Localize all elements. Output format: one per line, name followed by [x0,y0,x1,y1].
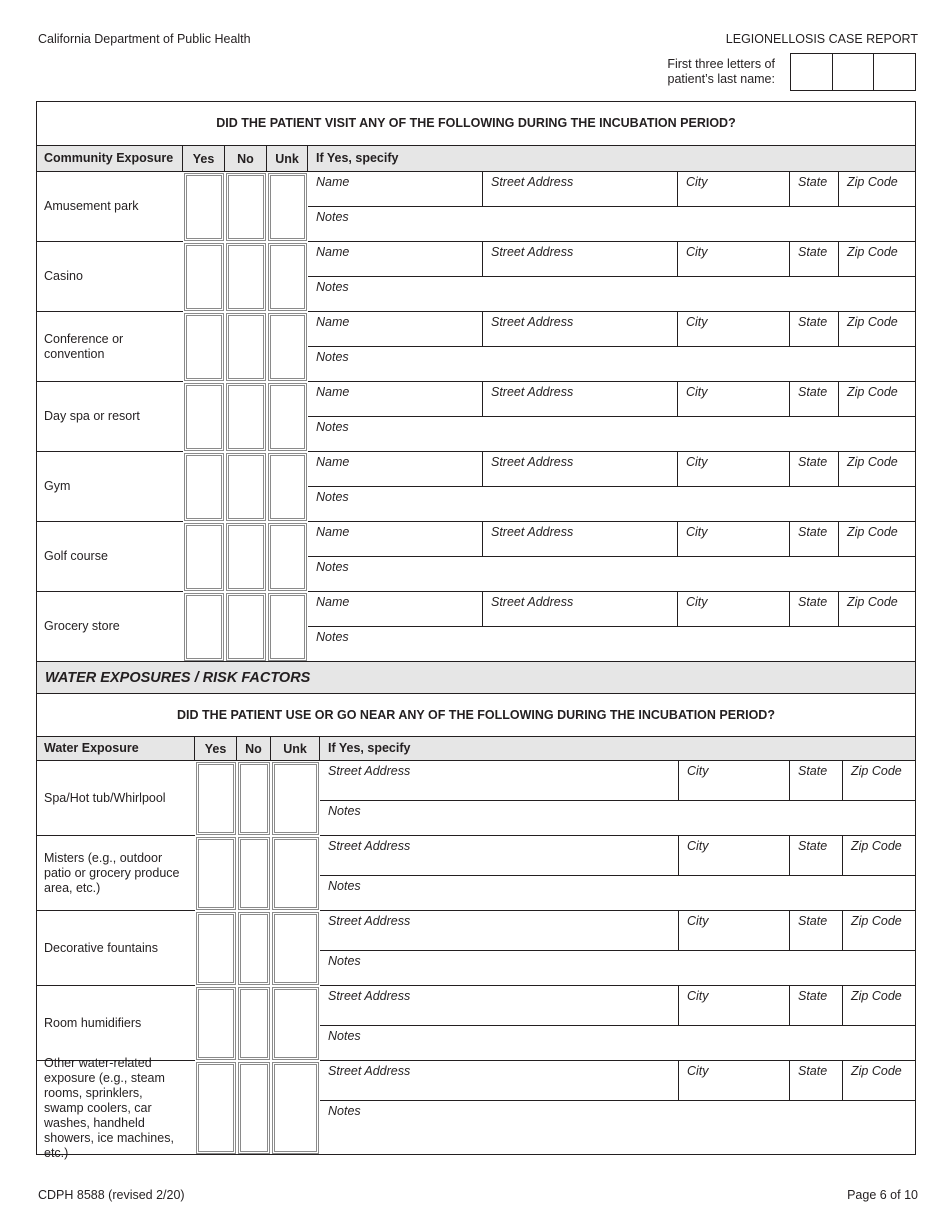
col-water-yes: Yes [195,736,237,761]
water-section-title: WATER EXPOSURES / RISK FACTORS [36,662,916,693]
water-city-field[interactable]: City [679,986,790,1026]
water-state-field[interactable]: State [790,1061,843,1101]
last-name-label: First three letters of patient’s last name: [667,57,775,86]
water-street-field[interactable]: Street Address [320,761,679,801]
community-unk-checkbox[interactable] [268,453,307,521]
water-zip-field[interactable]: Zip Code [843,761,916,801]
col-water-no: No [237,736,271,761]
water-city-field[interactable]: City [679,911,790,951]
water-no-checkbox[interactable] [238,987,270,1060]
last-name-boxes [790,53,916,91]
community-notes-field[interactable]: Notes [316,630,349,644]
water-row-label: Misters (e.g., outdoor patio or grocery produce area, etc.) [36,836,195,911]
water-row-label: Room humidifiers [36,986,195,1061]
community-state-field[interactable]: State [790,312,839,347]
community-unk-checkbox[interactable] [268,243,307,311]
water-row-label: Other water-related exposure (e.g., steam rooms, sprinklers, swamp coolers, car washes, handheld showers, ice machines, etc.) [44,1055,174,1160]
community-yes-checkbox[interactable] [184,243,224,311]
community-notes-field[interactable]: Notes [308,347,916,382]
water-state-field[interactable]: State [790,911,843,951]
community-no-checkbox[interactable] [226,243,266,311]
community-notes-field[interactable]: Notes [308,207,916,242]
department-name: California Department of Public Health [38,32,251,46]
community-zip-field[interactable]: Zip Code [839,452,916,487]
water-city-field[interactable]: City [679,1061,790,1101]
last-name-letter-3[interactable] [874,54,915,90]
community-row-label: Golf course [36,522,183,592]
col-water-exposure: Water Exposure [36,736,195,761]
water-row-label: Decorative fountains [36,911,195,986]
community-yes-checkbox[interactable] [184,523,224,591]
water-no-checkbox[interactable] [238,762,270,835]
last-name-letter-1[interactable] [791,54,833,90]
water-yes-checkbox[interactable] [196,1062,236,1154]
community-row-label: Casino [36,242,183,312]
community-street-field[interactable]: Street Address [483,522,678,557]
col-water-unk: Unk [271,736,320,761]
community-unk-checkbox[interactable] [268,313,307,381]
community-unk-checkbox[interactable] [268,173,307,241]
community-street-field[interactable]: Street Address [483,242,678,277]
community-name-field[interactable]: Name [308,312,483,347]
water-unk-checkbox[interactable] [272,762,319,835]
community-state-field[interactable]: State [790,382,839,417]
community-name-field[interactable]: Name [308,592,483,627]
water-notes-field[interactable]: Notes [320,876,916,911]
community-street-field[interactable]: Street Address [483,592,678,627]
water-notes-field[interactable]: Notes [320,801,916,836]
water-yes-checkbox[interactable] [196,837,236,910]
community-no-checkbox[interactable] [226,593,266,661]
community-street-field[interactable]: Street Address [483,452,678,487]
community-yes-checkbox[interactable] [184,173,224,241]
report-title: LEGIONELLOSIS CASE REPORT [725,32,918,46]
water-yes-checkbox[interactable] [196,762,236,835]
community-zip-field[interactable]: Zip Code [839,522,916,557]
water-row-label: Spa/Hot tub/Whirlpool [36,761,195,836]
water-notes-field[interactable]: Notes [320,951,916,986]
community-no-checkbox[interactable] [226,173,266,241]
water-zip-field[interactable]: Zip Code [843,986,916,1026]
community-city-field[interactable]: City [678,242,790,277]
community-state-field[interactable]: State [790,452,839,487]
community-city-field[interactable]: City [678,592,790,627]
water-unk-checkbox[interactable] [272,1062,319,1154]
community-state-field[interactable]: State [790,172,839,207]
col-community-specify: If Yes, specify [316,151,399,165]
community-state-field[interactable]: State [790,242,839,277]
community-notes-field[interactable]: Notes [308,487,916,522]
community-notes-field[interactable]: Notes [308,557,916,592]
community-row-label: Amusement park [36,172,183,242]
col-water-specify: If Yes, specify [328,741,411,755]
water-zip-field[interactable]: Zip Code [843,1061,916,1101]
water-unk-checkbox[interactable] [272,987,319,1060]
water-state-field[interactable]: State [790,986,843,1026]
water-yes-checkbox[interactable] [196,987,236,1060]
community-row-label: Conference or convention [36,312,183,382]
col-community-unk: Unk [267,145,308,172]
community-notes-field[interactable]: Notes [308,277,916,312]
community-question: DID THE PATIENT VISIT ANY OF THE FOLLOWING DURING THE INCUBATION PERIOD? [216,116,736,130]
community-name-field[interactable]: Name [308,382,483,417]
water-unk-checkbox[interactable] [272,837,319,910]
water-notes-field[interactable]: Notes [328,1104,361,1118]
last-name-letter-2[interactable] [833,54,875,90]
community-zip-field[interactable]: Zip Code [839,592,916,627]
community-city-field[interactable]: City [678,382,790,417]
water-street-field[interactable]: Street Address [320,836,679,876]
community-city-field[interactable]: City [678,522,790,557]
community-name-field[interactable]: Name [308,172,483,207]
water-street-field[interactable]: Street Address [320,911,679,951]
community-zip-field[interactable]: Zip Code [839,172,916,207]
community-street-field[interactable]: Street Address [483,172,678,207]
community-yes-checkbox[interactable] [184,593,224,661]
community-unk-checkbox[interactable] [268,523,307,591]
form-id: CDPH 8588 (revised 2/20) [38,1188,185,1202]
community-zip-field[interactable]: Zip Code [839,242,916,277]
col-community-exposure: Community Exposure [36,145,183,172]
water-city-field[interactable]: City [679,761,790,801]
community-zip-field[interactable]: Zip Code [839,312,916,347]
water-street-field[interactable]: Street Address [320,986,679,1026]
page-number: Page 6 of 10 [847,1188,918,1202]
community-row-label: Grocery store [36,592,183,662]
community-unk-checkbox[interactable] [268,593,307,661]
community-city-field[interactable]: City [678,312,790,347]
community-name-field[interactable]: Name [308,242,483,277]
community-no-checkbox[interactable] [226,453,266,521]
water-notes-field[interactable]: Notes [320,1026,916,1061]
community-yes-checkbox[interactable] [184,313,224,381]
col-community-no: No [225,145,267,172]
water-zip-field[interactable]: Zip Code [843,911,916,951]
community-no-checkbox[interactable] [226,383,266,451]
community-name-field[interactable]: Name [308,522,483,557]
water-question: DID THE PATIENT USE OR GO NEAR ANY OF THE FOLLOWING DURING THE INCUBATION PERIOD? [177,707,775,722]
water-no-checkbox[interactable] [238,1062,270,1154]
community-no-checkbox[interactable] [226,313,266,381]
community-yes-checkbox[interactable] [184,383,224,451]
community-row-label: Day spa or resort [36,382,183,452]
community-city-field[interactable]: City [678,172,790,207]
community-state-field[interactable]: State [790,592,839,627]
water-no-checkbox[interactable] [238,912,270,985]
water-city-field[interactable]: City [679,836,790,876]
community-no-checkbox[interactable] [226,523,266,591]
community-zip-field[interactable]: Zip Code [839,382,916,417]
community-state-field[interactable]: State [790,522,839,557]
community-street-field[interactable]: Street Address [483,312,678,347]
water-state-field[interactable]: State [790,761,843,801]
col-community-yes: Yes [183,145,225,172]
community-notes-field[interactable]: Notes [308,417,916,452]
water-unk-checkbox[interactable] [272,912,319,985]
water-no-checkbox[interactable] [238,837,270,910]
community-unk-checkbox[interactable] [268,383,307,451]
community-row-label: Gym [36,452,183,522]
community-yes-checkbox[interactable] [184,453,224,521]
water-yes-checkbox[interactable] [196,912,236,985]
community-street-field[interactable]: Street Address [483,382,678,417]
water-street-field[interactable]: Street Address [320,1061,679,1101]
community-name-field[interactable]: Name [308,452,483,487]
water-state-field[interactable]: State [790,836,843,876]
water-zip-field[interactable]: Zip Code [843,836,916,876]
community-city-field[interactable]: City [678,452,790,487]
